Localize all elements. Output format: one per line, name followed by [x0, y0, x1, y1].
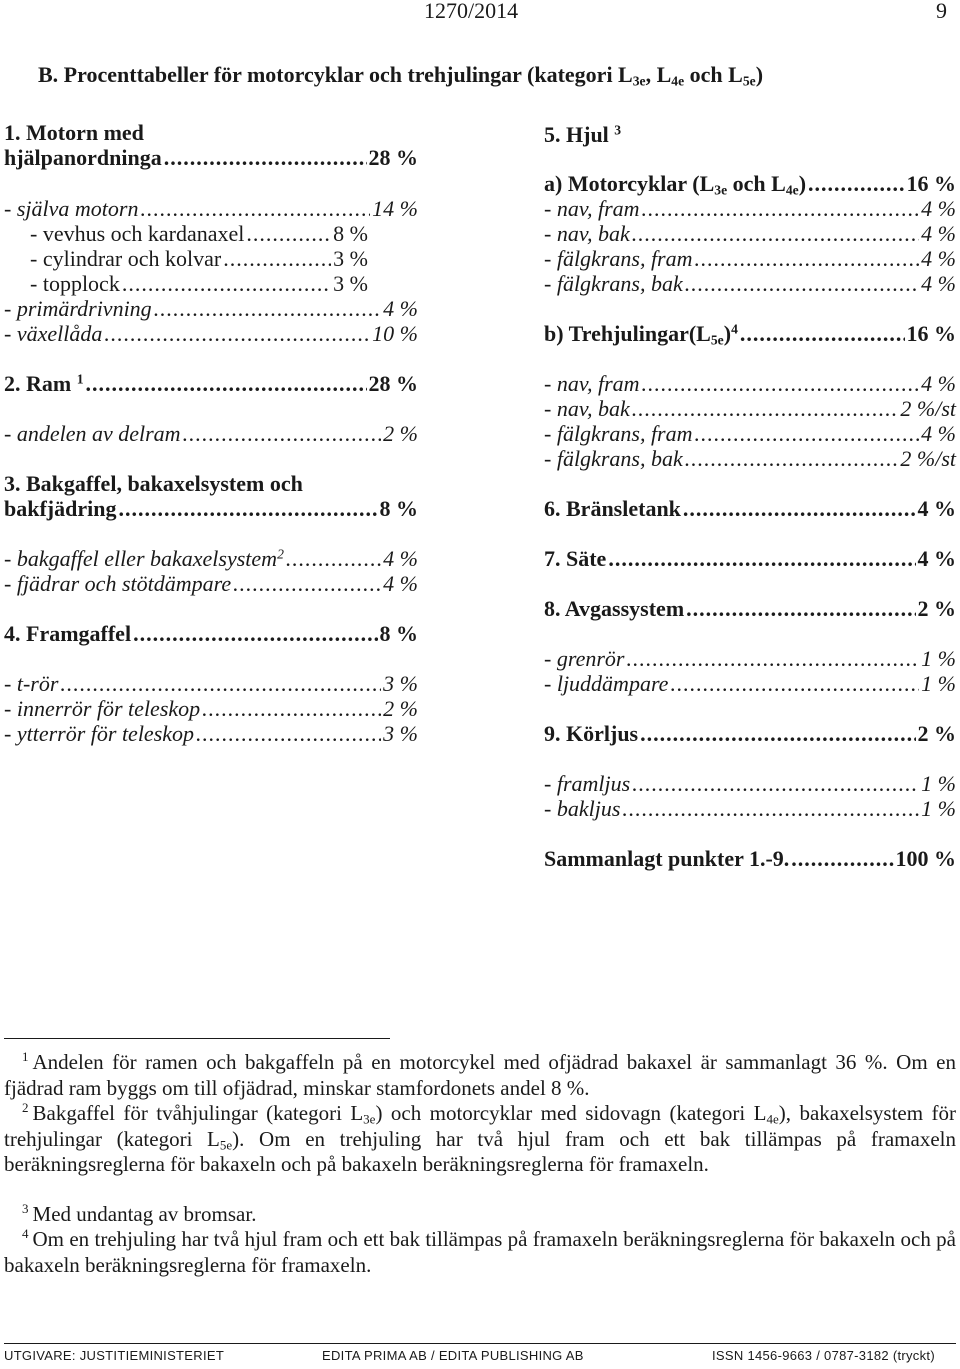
- list-item: - bakgaffel eller bakaxelsystem$^2$ ..... 4 %: [4, 546, 418, 572]
- right-column: [544, 0, 956, 880]
- list-item: - nav, fram ..... 4 %: [544, 371, 956, 397]
- list-item: - t-rör ..... 3 %: [4, 671, 418, 697]
- item-8-heading: 8. Avgassystem ..... 2 %: [544, 596, 956, 622]
- section-title: B. Procenttabeller för motorcyklar och trehjulingar (kategori $L_{3e}$, $L_{4e}$ och $L_{5e}$): [38, 62, 764, 89]
- footnote-ref: 1: [76, 371, 84, 387]
- item-9-heading: 9. Körljus ..... 2 %: [544, 721, 956, 747]
- footnote-2: $^2$ Bakgaffel för tvåhjulingar (kategori $L_{3e}$) och motorcyklar med sidovagn (kategori $L_{4e}$), bakaxelsystem för trehjulingar (kategori $L_{5e}$). Om en trehjuling har två hjul fram och ett bak tillämpas på framaxeln beräkningsreglerna för bakaxeln och på bakaxeln beräkningsreglerna för framaxeln.: [4, 1100, 956, 1176]
- list-item: - nav, bak ..... 2 %/st: [544, 396, 956, 422]
- list-item: - fälgkrans, fram ..... 4 %: [544, 246, 956, 272]
- list-item: - växellåda ..... 10 %: [4, 321, 418, 347]
- list-item: - fälgkrans, bak ..... 2 %/st: [544, 446, 956, 472]
- left-column: [4, 0, 418, 760]
- list-item: - fjädrar och stötdämpare ..... 4 %: [4, 571, 418, 597]
- item-3-heading: 3. Bakgaffel, bakaxelsystem och: [4, 471, 303, 496]
- list-item: - ljuddämpare ..... 1 %: [544, 671, 956, 697]
- footnote-ref: 2: [277, 546, 284, 562]
- total-row: Sammanlagt punkter 1.-9. ..... 100 %: [544, 846, 956, 872]
- list-item: - bakljus ..... 1 %: [544, 796, 956, 822]
- footer-divider: [4, 1343, 956, 1344]
- list-item: - nav, bak ..... 4 %: [544, 221, 956, 247]
- footer-publisher: UTGIVARE: JUSTITIEMINISTERIET: [4, 1348, 225, 1363]
- list-item: - grenrör ..... 1 %: [544, 646, 956, 672]
- item-1-total: hjälpanordninga ..... 28 %: [4, 145, 418, 171]
- item-1-heading: 1. Motorn med: [4, 120, 144, 145]
- list-item: - topplock ..... 3 %: [4, 271, 368, 297]
- item-7-heading: 7. Säte ..... 4 %: [544, 546, 956, 572]
- list-item: - andelen av delram ..... 2 %: [4, 421, 418, 447]
- page-number: 9: [936, 0, 947, 23]
- footnote-1: $^1$ Andelen för ramen och bakgaffeln på en motorcykel med ofjädrad bakaxel är sammanlagt 36 %. Om en fjädrad ram byggs om till ofjädrad, minskar stamfordonets andel 8 %.: [4, 1049, 956, 1100]
- list-item: - primärdrivning ..... 4 %: [4, 296, 418, 322]
- list-item: - fälgkrans, bak ..... 4 %: [544, 271, 956, 297]
- item-2-heading: 2. Ram $^1$ ..... 28 %: [4, 371, 418, 397]
- footer-printer: EDITA PRIMA AB / EDITA PUBLISHING AB: [322, 1348, 584, 1363]
- footnote-ref: 3: [614, 122, 622, 138]
- list-item: - cylindrar och kolvar ..... 3 %: [4, 246, 368, 272]
- item-5a-heading: a) Motorcyklar ($L_{3e}$ och $L_{4e}$) ..... 16 %: [544, 171, 956, 197]
- footnote-4: $^4$ Om en trehjuling har två hjul fram och ett bak tillämpas på framaxeln beräkningsreglerna för bakaxeln och på bakaxeln beräkningsreglerna för framaxeln.: [4, 1226, 956, 1277]
- footnote-divider: [4, 1038, 390, 1039]
- list-item: - nav, fram ..... 4 %: [544, 196, 956, 222]
- list-item: - själva motorn ..... 14 %: [4, 196, 418, 222]
- list-item: - framljus ..... 1 %: [544, 771, 956, 797]
- footnote-3: $^3$ Med undantag av bromsar.: [22, 1201, 257, 1226]
- footnote-ref: 4: [731, 321, 738, 337]
- list-item: - vevhus och kardanaxel ..... 8 %: [4, 221, 368, 247]
- list-item: - innerrör för teleskop ..... 2 %: [4, 696, 418, 722]
- footer-issn: ISSN 1456-9663 / 0787-3182 (tryckt): [712, 1348, 935, 1363]
- list-item: - ytterrör för teleskop ..... 3 %: [4, 721, 418, 747]
- item-5-heading: 5. Hjul $^3$: [544, 122, 622, 147]
- document-number: 1270/2014: [424, 0, 519, 23]
- item-6-heading: 6. Bränsletank ..... 4 %: [544, 496, 956, 522]
- list-item: - fälgkrans, fram ..... 4 %: [544, 421, 956, 447]
- item-3-total: bakfjädring ..... 8 %: [4, 496, 418, 522]
- item-5b-heading: b) $Trehjulingar(L_{5e})^4$ ..... 16 %: [544, 321, 956, 347]
- item-4-heading: 4. Framgaffel ..... 8 %: [4, 621, 418, 647]
